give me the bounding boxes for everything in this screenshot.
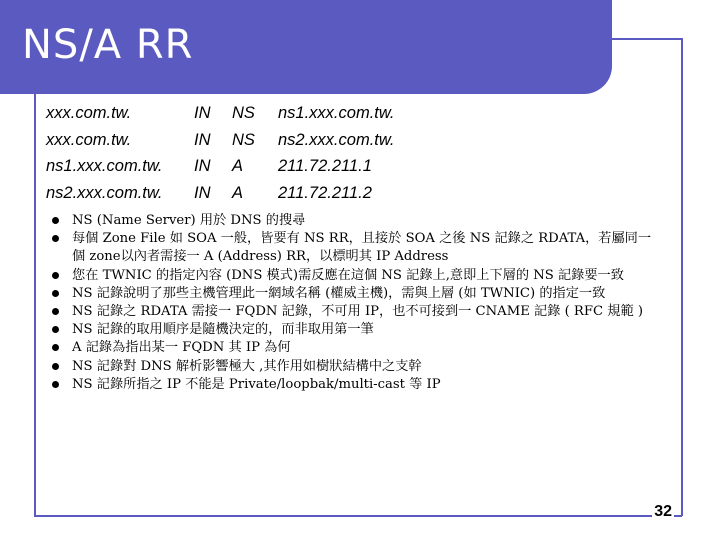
frame-line-top (612, 38, 682, 40)
bullet-dot-icon (52, 235, 59, 242)
bullet-dot-icon (52, 217, 59, 224)
frame-line-right (681, 38, 683, 516)
dns-record-table (46, 104, 646, 210)
slide-title: NS/A RR (22, 22, 194, 68)
bullet-text: NS 記錄所指之 IP 不能是 Private/loopbak/multi-cast 等 IP (72, 376, 441, 392)
dns-record-row (46, 104, 646, 131)
bullet-text: NS 記錄說明了那些主機管理此一網域名稱 (權威主機)，需與上層 (如 TWNIC) 的指定一致 (72, 285, 606, 301)
bullet-text: NS 記錄對 DNS 解析影響極大 ,其作用如樹狀結構中之支幹 (72, 358, 422, 374)
record-class: IN (194, 130, 211, 149)
bullet-item (52, 303, 652, 321)
record-name: xxx.com.tw. (46, 130, 132, 149)
bullet-dot-icon (52, 326, 59, 333)
record-class: IN (194, 104, 211, 122)
record-name: ns1.xxx.com.tw. (46, 157, 163, 175)
bullet-item (52, 212, 652, 230)
dns-record-row (46, 131, 646, 158)
bullet-item (52, 339, 652, 357)
bullet-text: 每個 Zone File 如 SOA 一般，皆要有 NS RR，且接於 SOA 之後 NS 記錄之 RDATA，若屬同一個 zone以內者需接一 A (Address) RR，以標明其 IP Address (72, 231, 652, 265)
bullet-dot-icon (52, 290, 59, 297)
bullet-dot-icon (52, 363, 59, 370)
bullet-text: A 記錄為指出某一 FQDN 其 IP 為何 (72, 340, 291, 356)
record-data: ns2.xxx.com.tw. (278, 130, 395, 149)
page-number: 32 (654, 503, 672, 520)
record-type: NS (232, 104, 255, 122)
record-class: IN (194, 157, 211, 175)
record-class: IN (194, 183, 211, 202)
record-name: xxx.com.tw. (46, 104, 132, 122)
bullet-item (52, 267, 652, 285)
bullet-dot-icon (52, 381, 59, 388)
bullet-dot-icon (52, 272, 59, 279)
bullet-text: 您在 TWNIC 的指定內容 (DNS 模式)需反應在這個 NS 記錄上,意即上下層的 NS 記錄要一致 (72, 267, 624, 283)
bullet-item (52, 358, 652, 376)
record-data: 211.72.211.1 (278, 157, 372, 175)
frame-line-left (34, 94, 36, 516)
dns-record-row (46, 157, 646, 184)
record-type: A (232, 157, 244, 175)
record-data: ns1.xxx.com.tw. (278, 104, 395, 122)
bullet-text: NS (Name Server) 用於 DNS 的搜尋 (72, 213, 306, 228)
dns-record-row (46, 184, 646, 211)
bullet-dot-icon (52, 344, 59, 351)
record-name: ns2.xxx.com.tw. (46, 183, 163, 202)
bullet-text: NS 記錄之 RDATA 需接一 FQDN 記錄，不可用 IP，也不可接到一 CNAME 記錄 ( RFC 規範 ) (72, 304, 643, 320)
bullet-list (52, 212, 652, 394)
record-type: NS (232, 130, 255, 149)
record-type: A (232, 183, 244, 202)
bullet-text: NS 記錄的取用順序是隨機決定的，而非取用第一筆 (72, 322, 374, 338)
record-data: 211.72.211.2 (278, 183, 372, 202)
bullet-item (52, 285, 652, 303)
bullet-item (52, 321, 652, 339)
frame-line-bottom (34, 515, 682, 517)
title-banner (0, 0, 612, 94)
bullet-item (52, 376, 652, 394)
bullet-dot-icon (52, 308, 59, 315)
bullet-item (52, 230, 652, 266)
